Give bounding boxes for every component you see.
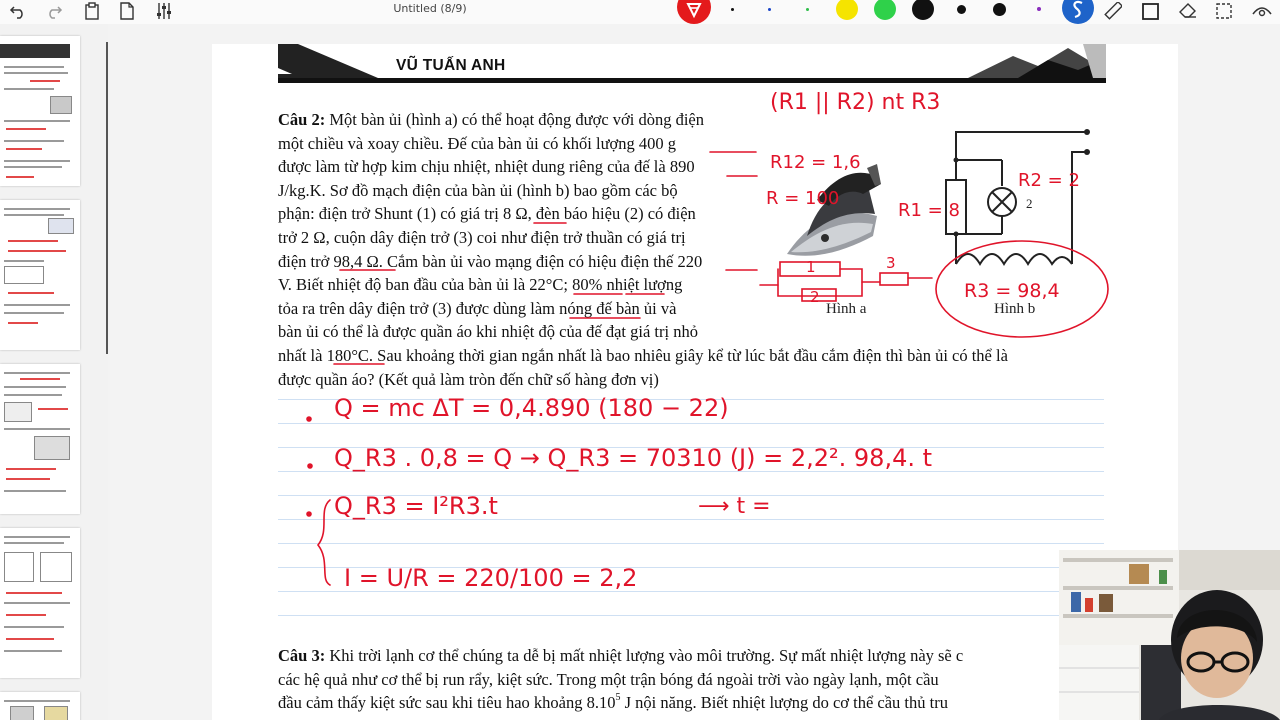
r-total-note: R = 100 — [766, 188, 840, 209]
sketch-label-3: 3 — [886, 254, 896, 272]
r2-note: R2 = 2 — [1018, 170, 1080, 191]
author-name: VŨ TUẤN ANH — [396, 57, 506, 74]
q2-line-9: tỏa ra trên dây điện trở (3) được dùng làm nóng đế bàn ủi và — [278, 298, 677, 318]
q2-line-5: phận: điện trở Shunt (1) có giá trị 8 Ω, đèn báo hiệu (2) có điện — [278, 204, 696, 224]
sketch-label-2: 2 — [810, 288, 820, 306]
document-title: Untitled (8/9) — [393, 2, 467, 15]
q2-label: Câu 2: — [278, 110, 326, 129]
q2-line-8: V. Biết nhiệt độ ban đầu của bàn ủi là 22°C; 80% nhiệt lượng — [278, 275, 683, 295]
equation-4: I = U/R = 220/100 = 2,2 — [344, 564, 638, 592]
equation-1: Q = mc ΔT = 0,4.890 (180 − 22) — [334, 394, 729, 422]
q2-line-6: trở 2 Ω, cuộn dây điện trở (3) coi như điện trở thuần có giá trị — [278, 228, 686, 247]
equation-3-result: ⟶ t = — [698, 494, 771, 519]
q3-exponent: 5 — [615, 691, 621, 703]
q2-line-10: bàn ủi có thể là được quần áo khi nhiệt độ của đế đạt giá trị nhỏ — [278, 322, 698, 342]
lamp-label: 2 — [1026, 196, 1033, 211]
q2-line-4: J/kg.K. Sơ đồ mạch điện của bàn ủi (hình b) bao gồm các bộ — [278, 180, 678, 200]
q3-line-3-a: đầu cảm thấy kiệt sức sau khi tiêu hao khoảng 8.10 — [278, 693, 616, 713]
q3-label: Câu 3: — [278, 646, 326, 665]
circuit-note: (R1 || R2) nt R3 — [770, 90, 941, 115]
q2-line-12: được quần áo? (Kết quả làm tròn đến chữ số hàng đơn vị) — [278, 369, 659, 389]
q3-line-1: Khi trời lạnh cơ thể chúng ta dễ bị mất nhiệt lượng vào môi trường. Sự mất nhiệt lượng này sẽ c — [329, 646, 964, 665]
q3-line-3-b: J nội năng. Biết nhiệt lượng do cơ thể cầu thủ tru — [620, 693, 948, 713]
q2-line-1: Một bàn ủi (hình a) có thể hoạt động được với dòng điện — [329, 110, 705, 129]
r1-note: R1 = 8 — [898, 200, 960, 221]
q3-line-2: các hệ quả như cơ thể bị run rẩy, kiệt sức. Trong một trận bóng đá ngoài trời vào ngày lạnh, một cầu — [278, 669, 939, 689]
q2-line-2: một chiều và xoay chiều. Đế của bàn ủi có khối lượng 400 g — [278, 133, 676, 153]
q2-line-7: điện trở 98,4 Ω. Cắm bàn ủi vào mạng điện có hiệu điện thế 220 — [278, 251, 703, 271]
r3-note: R3 = 98,4 — [964, 280, 1060, 302]
sketch-label-1: 1 — [806, 258, 816, 276]
figure-b-label: Hình b — [994, 301, 1036, 317]
webcam-feed — [1059, 550, 1280, 720]
equation-3: Q_R3 = I²R3.t — [334, 492, 498, 520]
figure-a-label: Hình a — [826, 301, 867, 317]
q2-line-3: được làm từ hợp kim chịu nhiệt, nhiệt dung riêng của đế là 890 — [278, 157, 695, 177]
r12-note: R12 = 1,6 — [770, 152, 861, 173]
equation-2: Q_R3 . 0,8 = Q → Q_R3 = 70310 (J) = 2,2². 98,4. t — [334, 444, 933, 472]
q2-line-11: nhất là 180°C. Sau khoảng thời gian ngắn nhất là bao nhiêu giây kể từ lúc bắt đầu cắm điện thì bàn ủi có thể là — [278, 346, 1008, 365]
